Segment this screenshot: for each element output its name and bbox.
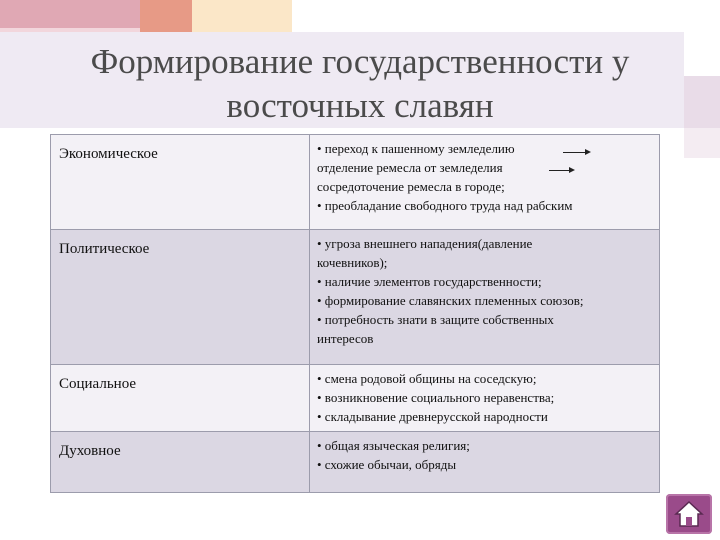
table-row-spiritual — [51, 432, 660, 493]
list-item: • переход к пашенному земледелию — [317, 141, 515, 156]
list-item: отделение ремесла от земледелия — [317, 160, 503, 175]
list-item: сосредоточение ремесла в городе; — [317, 179, 505, 194]
table-row-political — [51, 230, 660, 365]
row-label: Политическое — [59, 241, 150, 257]
list-item: • наличие элементов государственности; — [317, 274, 542, 289]
row-label: Социальное — [59, 376, 137, 392]
list-item: интересов — [317, 331, 374, 346]
row-label: Духовное — [59, 443, 121, 459]
home-icon — [674, 500, 704, 528]
arrowhead-icon — [585, 149, 591, 155]
list-item: • схожие обычаи, обряды — [317, 457, 457, 472]
decor-square-pink — [0, 0, 140, 28]
list-item: • складывание древнерусской народности — [317, 409, 548, 424]
slide-title — [0, 40, 720, 128]
list-item: • угроза внешнего нападения(давление — [317, 236, 533, 251]
table-row-economic — [51, 135, 660, 230]
decor-square-pale — [684, 128, 720, 158]
factors-table — [50, 134, 660, 493]
slide-title-line-1: Формирование государственности у — [90, 42, 630, 81]
list-item: • потребность знати в защите собственных — [317, 312, 554, 327]
slide-title-line-2: восточных славян — [226, 86, 494, 125]
list-item: • формирование славянских племенных союзов; — [317, 293, 584, 308]
arrow-icon — [549, 170, 571, 171]
list-item: • преобладание свободного труда над рабским — [317, 198, 573, 213]
list-item: кочевников); — [317, 255, 388, 270]
home-button[interactable] — [666, 494, 712, 534]
arrowhead-icon — [569, 167, 575, 173]
row-label: Экономическое — [59, 146, 158, 162]
list-item: • возникновение социального неравенства; — [317, 390, 555, 405]
list-item: • общая языческая религия; — [317, 438, 470, 453]
table-row-social — [51, 365, 660, 432]
list-item: • смена родовой общины на соседскую; — [317, 371, 537, 386]
arrow-icon — [563, 152, 587, 153]
